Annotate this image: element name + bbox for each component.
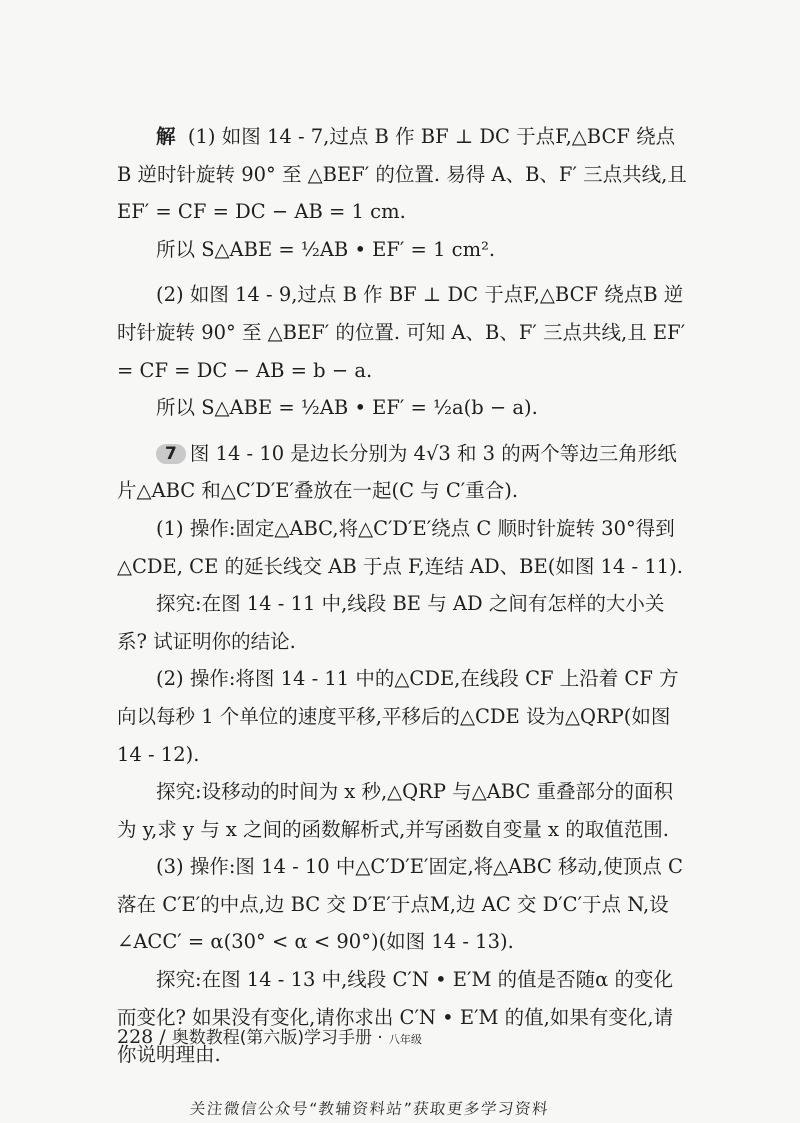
problem-number-badge: 7 — [156, 444, 186, 464]
solution-label: 解 — [156, 125, 176, 148]
solution-part1 — [117, 118, 692, 231]
problem-intro: 图 14 - 10 是边长分别为 4√3 和 3 的两个等边三角形纸片△ABC 和△C′D′E′叠放在一起(C 与 C′重合). — [117, 441, 677, 503]
solution-part2-formula: 所以 S△ABE = ½AB • EF′ = ½a(b − a). — [156, 396, 538, 420]
solution-part1-formula: 所以 S△ABE = ½AB • EF′ = 1 cm². — [156, 237, 496, 261]
problem-explore-2: 探究:设移动的时间为 x 秒,△QRP 与△ABC 重叠部分的面积为 y,求 y 与 x 之间的函数解析式,并写函数自变量 x 的取值范围. — [117, 780, 674, 841]
problem-explore-1: 探究:在图 14 - 11 中,线段 BE 与 AD 之间有怎样的大小关系? 试证明你的结论. — [117, 592, 665, 653]
solution-part1-text: (1) 如图 14 - 7,过点 B 作 BF ⊥ DC 于点F,△BCF 绕点 B 逆时针旋转 90° 至 △BEF′ 的位置. 易得 A、B、F′ 三点共线,且 EF′ = CF = DC − AB = 1 cm. — [117, 125, 687, 224]
problem-explore-3: 探究:在图 14 - 13 中,线段 C′N • E′M 的值是否随α 的变化而变化? 如果没有变化,请你求出 C′N • E′M 的值,如果有变化,请你说明理由. — [117, 968, 674, 1067]
problem-intro-paragraph — [117, 435, 692, 510]
problem-operation-2: (2) 操作:将图 14 - 11 中的△CDE,在线段 CF 上沿着 CF 方向以每秒 1 个单位的速度平移,平移后的△CDE 设为△QRP(如图 14 - 12). — [117, 667, 679, 766]
page-number: 228 / — [117, 1026, 166, 1048]
grade-label: 八年级 — [388, 1033, 422, 1046]
page-footer — [117, 1023, 422, 1048]
book-title: 奥数教程(第六版)学习手册 · — [171, 1028, 383, 1048]
watermark-text: 关注微信公众号“教辅资料站”获取更多学习资料 — [188, 1100, 550, 1118]
page-body — [117, 118, 692, 1074]
problem-operation-1: (1) 操作:固定△ABC,将△C′D′E′绕点 C 顺时针旋转 30°得到△CDE, CE 的延长线交 AB 于点 F,连结 AD、BE(如图 14 - 11). — [117, 516, 683, 578]
solution-part2: (2) 如图 14 - 9,过点 B 作 BF ⊥ DC 于点F,△BCF 绕点B 逆时针旋转 90° 至 △BEF′ 的位置. 可知 A、B、F′ 三点共线,且 EF′ = CF = DC − AB = b − a. — [117, 283, 686, 382]
problem-operation-3: (3) 操作:图 14 - 10 中△C′D′E′固定,将△ABC 移动,使顶点 C 落在 C′E′的中点,边 BC 交 D′E′于点M,边 AC 交 D′C′于点 N,设 ∠ACC′ = α(30° < α < 90°)(如图 14 - 13). — [117, 855, 683, 954]
